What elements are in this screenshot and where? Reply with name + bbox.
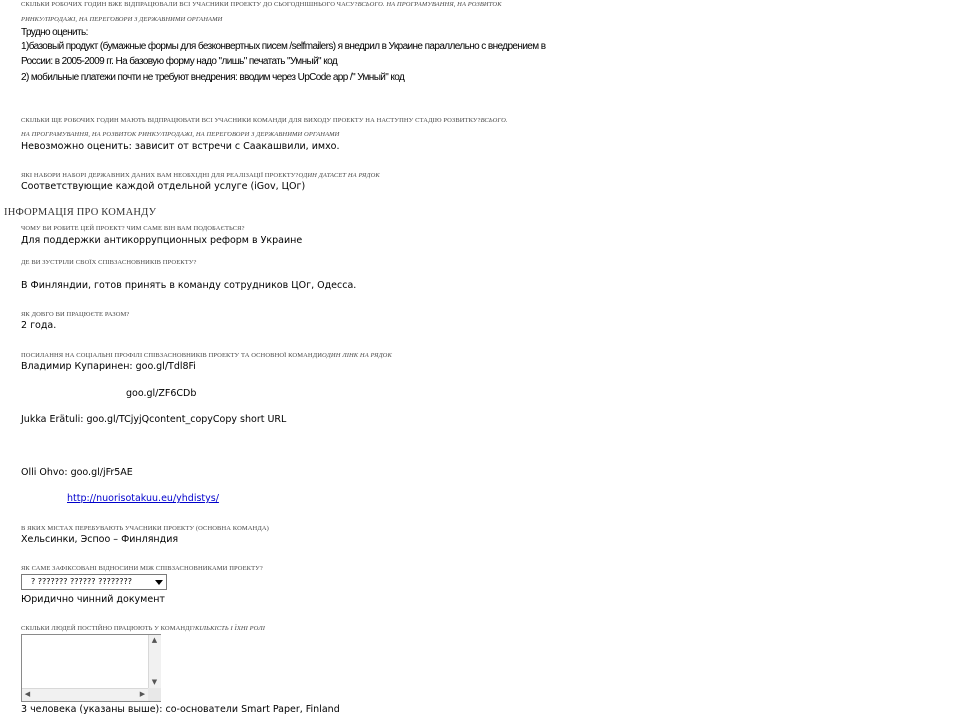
answer-datasets: Соответствующие каждой отдельной услуге (iGov, ЦОг) <box>21 181 306 192</box>
relations-select[interactable] <box>21 574 167 590</box>
answer-met: В Финляндии, готов принять в команду сотрудников ЦОг, Одесса. <box>21 280 357 291</box>
question-text: В ЯКИХ МІСТАХ ПЕРЕБУВАЮТЬ УЧАСНИКИ ПРОЕКТУ <box>21 525 195 532</box>
question-location <box>21 525 269 532</box>
question-note: (ОСНОВНА КОМАНДА) <box>195 525 269 532</box>
question-note: КІЛЬКІСТЬ І ЇХНІ РОЛІ <box>194 625 266 632</box>
question-text: СКІЛЬКИ ЩЕ РОБОЧИХ ГОДИН МАЮТЬ ВІДПРАЦЮВАТИ ВСІ УЧАСНИКИ КОМАНДИ ДЛЯ ВИХОДУ ПРОЕКТУ НА НАСТУПНУ СТАДІЮ РОЗВИТКУ? <box>21 117 481 124</box>
question-note: ОДИН ДАТАСЕТ НА РЯДОК <box>298 172 380 179</box>
question-why: ЧОМУ ВИ РОБИТЕ ЦЕЙ ПРОЕКТ? ЧИМ САМЕ ВІН ВАМ ПОДОБАЄТЬСЯ? <box>21 225 245 232</box>
answer-location: Хельсинки, Эспоо – Финляндия <box>21 534 179 545</box>
question-hours-needed <box>21 117 508 124</box>
answer-why: Для поддержки антикоррупционных реформ в Украине <box>21 235 303 246</box>
question-note: РИНКУ/ПРОДАЖІ, НА ПЕРЕГОВОРИ З ДЕРЖАВНИМИ ОРГАНАМИ <box>21 16 223 23</box>
answer-relations: Юридично чинний документ <box>21 594 165 605</box>
chevron-down-icon[interactable] <box>153 576 165 588</box>
question-text: ЯКІ НАБОРИ НАБОРІ ДЕРЖАВНИХ ДАНИХ ВАМ НЕОБХІДНІ ДЛЯ РЕАЛІЗАЦІЇ ПРОЕКТУ? <box>21 172 299 179</box>
horizontal-scrollbar[interactable] <box>22 688 148 701</box>
scroll-up-icon[interactable]: ▲ <box>151 636 158 644</box>
question-note: ВСЬОГО. НА ПРОГРАМУВАННЯ, НА РОЗВИТОК <box>357 1 502 8</box>
question-text: СКІЛЬКИ РОБОЧИХ ГОДИН ВЖЕ ВІДПРАЦЮВАЛИ ВСІ УЧАСНИКИ ПРОЕКТУ ДО СЬОГОДНІШНЬОГО ЧАСУ? <box>21 1 358 8</box>
answer-hours-needed: Невозможно оценить: зависит от встречи с Саакашвили, имхо. <box>21 141 340 152</box>
vertical-scrollbar[interactable] <box>148 635 161 688</box>
answer-people: 3 человека (указаны выше): со-основатели Smart Paper, Finland <box>21 704 340 715</box>
answer-line: Трудно оценить: <box>21 27 88 38</box>
section-team-header: ІНФОРМАЦІЯ ПРО КОМАНДУ <box>4 207 157 218</box>
answer-how-long: 2 года. <box>21 320 57 331</box>
question-note: ОДИН ЛІНК НА РЯДОК <box>322 352 392 359</box>
scroll-left-icon[interactable]: ◀ <box>24 690 31 698</box>
profile-line: Olli Ohvo: goo.gl/jFr5AE <box>21 467 133 478</box>
question-text: СКІЛЬКИ ЛЮДЕЙ ПОСТІЙНО ПРАЦЮЮТЬ У КОМАНДІ? <box>21 625 195 632</box>
question-note: НА ПРОГРАМУВАННЯ, НА РОЗВИТОК РИНКУ/ПРОДАЖІ, НА ПЕРЕГОВОРИ З ДЕРЖАВНИМИ ОРГАНАМИ <box>21 131 340 138</box>
question-relations: ЯК САМЕ ЗАФІКСОВАНІ ВІДНОСИНИ МІЖ СПІВЗАСНОВНИКАМИ ПРОЕКТУ? <box>21 565 263 572</box>
answer-line: 2) мобильные платежи почти не требуют внедрения: вводим через UpCode app /" Умный" код <box>21 72 405 83</box>
profile-link[interactable]: http://nuorisotakuu.eu/yhdistys/ <box>67 493 219 504</box>
relations-select-value: ? ??????? ?????? ???????? <box>31 577 133 586</box>
question-hours-spent-note <box>21 16 222 23</box>
question-hours-spent <box>21 1 502 8</box>
question-text: ПОСИЛАННЯ НА СОЦІАЛЬНІ ПРОФІЛІ СПІВЗАСНОВНИКІВ ПРОЕКТУ ТА ОСНОВНОЇ КОМАНДИ <box>21 352 323 359</box>
question-met: ДЕ ВИ ЗУСТРІЛИ СВОЇХ СПІВЗАСНОВНИКІВ ПРОЕКТУ? <box>21 259 197 266</box>
question-people <box>21 625 265 632</box>
scroll-down-icon[interactable]: ▼ <box>151 678 158 686</box>
profile-line: goo.gl/ZF6CDb <box>126 388 197 399</box>
scroll-right-icon[interactable]: ▶ <box>139 690 146 698</box>
profile-line: Владимир Купаринен: goo.gl/Tdl8Fi <box>21 361 196 372</box>
question-hours-needed-note <box>21 131 339 138</box>
question-profiles <box>21 352 392 359</box>
question-datasets <box>21 172 380 179</box>
question-how-long: ЯК ДОВГО ВИ ПРАЦЮЄТЕ РАЗОМ? <box>21 311 130 318</box>
answer-line: России: в 2005-2009 гг. На базовую форму надо "лишь" печатать "Умный" код <box>21 56 338 67</box>
profile-line: Jukka Erätuli: goo.gl/TCjyjQcontent_copyCopy short URL <box>21 414 287 425</box>
question-note: ВСЬОГО. <box>480 117 508 124</box>
answer-line: 1)базовый продукт (бумажные формы для безконвертных писем /selfmailers) я внедрил в Украине параллельно с внедрением в <box>21 41 546 52</box>
scrollbar-corner <box>148 688 161 701</box>
